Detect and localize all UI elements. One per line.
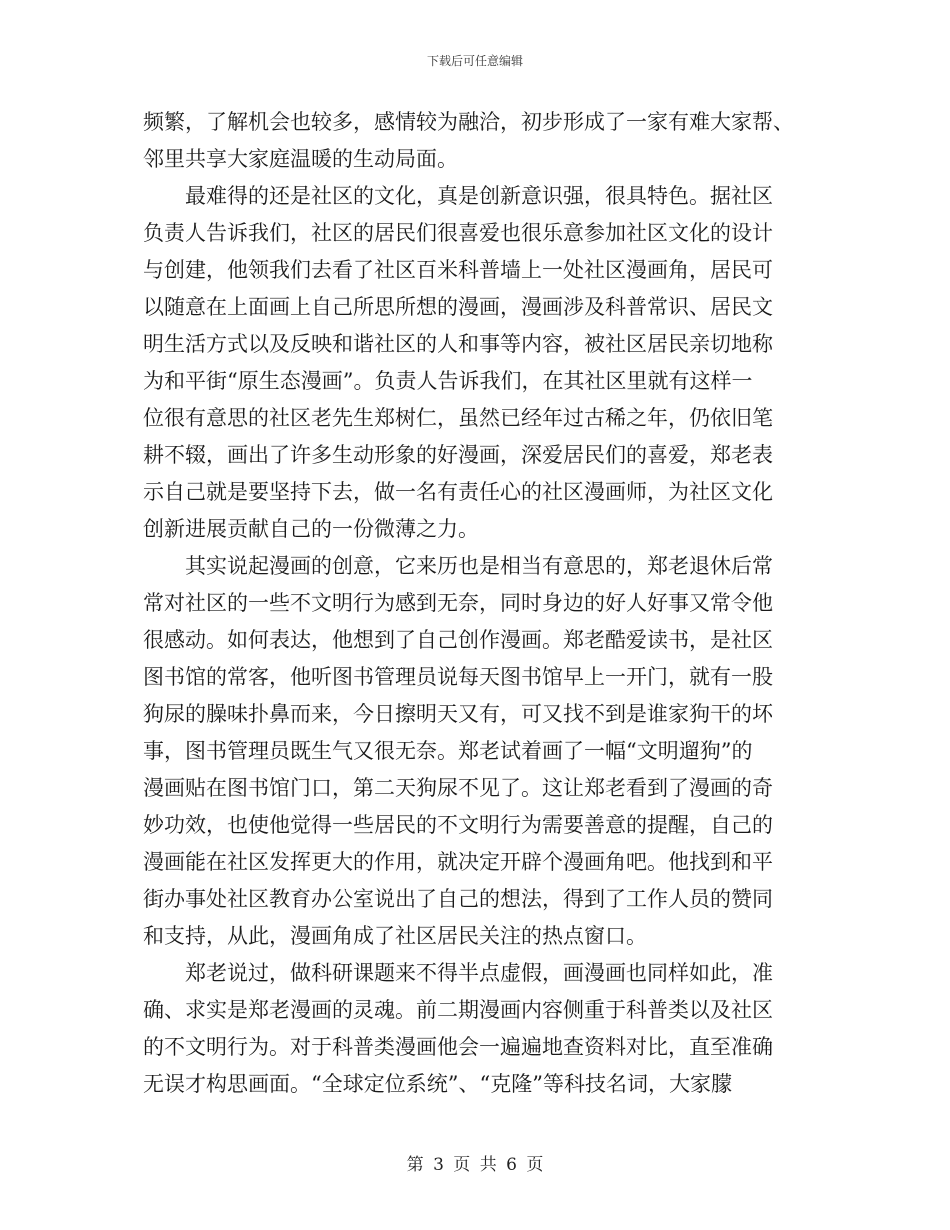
- text-line: 狗尿的臊味扑鼻而来，今日擦明天又有，可又找不到是谁家狗干的坏: [143, 702, 773, 726]
- text-line: 耕不辍，画出了许多生动形象的好漫画，深爱居民们的喜爱，郑老表: [143, 443, 773, 467]
- text-line: 示自己就是要坚持下去，做一名有责任心的社区漫画师，为社区文化: [143, 480, 773, 504]
- text-line: 漫画能在社区发挥更大的作用，就决定开辟个漫画角吧。他找到和平: [143, 850, 773, 874]
- page-header: 下载后可任意编辑: [426, 54, 523, 68]
- text-line: 负责人告诉我们，社区的居民们很喜爱也很乐意参加社区文化的设计: [143, 221, 773, 245]
- text-line: 常对社区的一些不文明行为感到无奈，同时身边的好人好事又常令他: [143, 591, 773, 615]
- text-line: 为和平街“原生态漫画”。负责人告诉我们，在其社区里就有这样一: [143, 369, 753, 393]
- text-line: 无误才构思画面。“全球定位系统”、“克隆”等科技名词，大家朦: [143, 1072, 732, 1096]
- text-line: 其实说起漫画的创意，它来历也是相当有意思的，郑老退休后常: [143, 554, 773, 578]
- text-line: 图书馆的常客，他听图书管理员说每天图书馆早上一开门，就有一股: [143, 665, 773, 689]
- text-line: 创新进展贡献自己的一份微薄之力。: [143, 517, 479, 541]
- text-line: 明生活方式以及反映和谐社区的人和事等内容，被社区居民亲切地称: [143, 332, 773, 356]
- text-line: 频繁，了解机会也较多，感情较为融洽，初步形成了一家有难大家帮、: [143, 110, 794, 134]
- document-body: [143, 104, 799, 1103]
- text-line: 邻里共享大家庭温暖的生动局面。: [143, 147, 458, 171]
- text-line: 以随意在上面画上自己所思所想的漫画，漫画涉及科普常识、居民文: [143, 295, 773, 319]
- text-line: 街办事处社区教育办公室说出了自己的想法，得到了工作人员的赞同: [143, 887, 773, 911]
- text-line: 确、求实是郑老漫画的灵魂。前二期漫画内容侧重于科普类以及社区: [143, 998, 773, 1022]
- text-line: 郑老说过，做科研课题来不得半点虚假，画漫画也同样如此，准: [143, 961, 773, 985]
- text-line: 的不文明行为。对于科普类漫画他会一遍遍地查资料对比，直至准确: [143, 1035, 773, 1059]
- text-line: 漫画贴在图书馆门口，第二天狗尿不见了。这让郑老看到了漫画的奇: [143, 776, 773, 800]
- page-number: 第 3 页 共 6 页: [406, 1155, 544, 1175]
- text-line: 位很有意思的社区老先生郑树仁，虽然已经年过古稀之年，仍依旧笔: [143, 406, 773, 430]
- text-line: 很感动。如何表达，他想到了自己创作漫画。郑老酷爱读书，是社区: [143, 628, 773, 652]
- text-line: 与创建，他领我们去看了社区百米科普墙上一处社区漫画角，居民可: [143, 258, 773, 282]
- text-line: 妙功效，也使他觉得一些居民的不文明行为需要善意的提醒，自己的: [143, 813, 773, 837]
- text-line: 和支持，从此，漫画角成了社区居民关注的热点窗口。: [143, 924, 647, 948]
- text-line: 最难得的还是社区的文化，真是创新意识强，很具特色。据社区: [143, 184, 773, 208]
- text-line: 事，图书管理员既生气又很无奈。郑老试着画了一幅“文明遛狗”的: [143, 739, 753, 763]
